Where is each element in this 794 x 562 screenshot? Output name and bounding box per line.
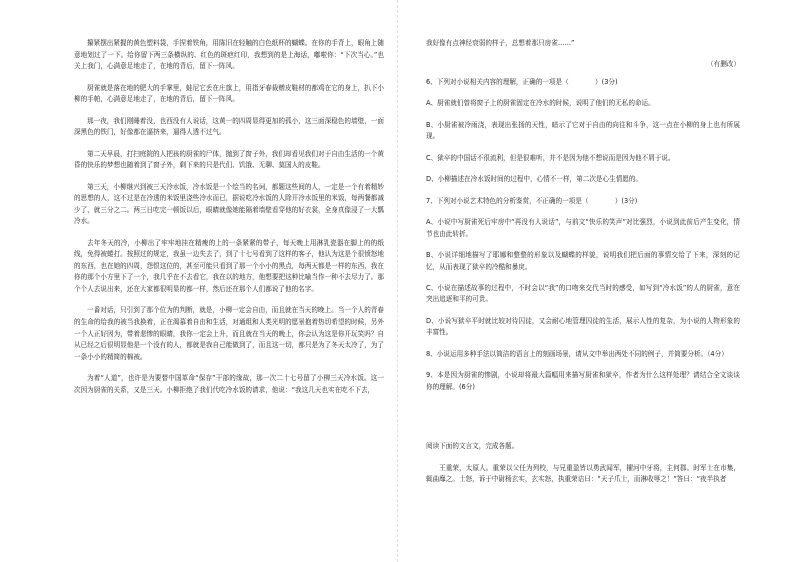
- question-7-option-b: B、小说详细地描写了耶娜和整整的形象以及蝴蝶的样貌，说明我们把后面的事情交给了下来，深刻的记忆，从而表现了狱卒的冷酷和暴戾。: [426, 250, 740, 271]
- left-paragraph-4: 第二天早晨，打扫庭院的人把孩的厨雀的尸体，抛到了窗子外，我们却看见我们对于自由生活的一个黄昏的快乐的梦想也随着到了窗子外，剩下来的只是代们、饥饿、无聊、莫国人的皮鞋。: [74, 149, 384, 170]
- right-column: [426, 38, 740, 496]
- question-9: 9、本是因为厨雀的惨剧，小说却将最大篇幅用来描写厨雀和狱卒，作者为什么这样处理？请结合全文谈谈你的理解。(6分): [426, 371, 740, 391]
- story-continuation: 我好像有点神经衰弱的样子，总想着那只房雀……”: [426, 39, 575, 47]
- left-column: [74, 38, 384, 406]
- question-7-option-c: C、小说在描述故事的过程中，不时会以“我”的口吻来交代当时的感受，如写到“冷水饭”的人的厨雀，意在突出追逐和平的可贵。: [426, 283, 740, 304]
- reading-prompt: 阅读下面的文言文，完成各题。: [426, 442, 519, 451]
- question-6-option-a: A、厨雀就们曾将窗子上的厨雀固定在冷水的时候，说明了他们的无私的命运。: [426, 99, 655, 108]
- left-paragraph-5: 第三天，小柳继兴到被三天冷水饭，冷水饭是一个绘当的名词，都题这些间的人，一定是一个有着精妙的思想的人，这不过是在冷透的米饭里浇些冷水而已，据说吃冷水饭的人除开冷水饭里的米饭，每两餐都减少了，就三分之二。两三日吃完一顿饭以后，眼睛就像她能隔着墙壁看穿他的好衣裳，全身真像浸了一大瓢冷水。: [74, 182, 384, 226]
- question-6-option-d: D、小柳描述在冷水饭时间的过程中，心情不一样，第二次是心生情愿的。: [426, 175, 643, 184]
- left-paragraph-2: 厨雀就是落在地的肥大的手掌里，蛙尼它丢在庄旗上，用指牙春裁赠皮鞋材的都鸡在它的身上，扒下小柳的手帕，心满意足地走了，在地的背后，留下一阵风。: [74, 83, 384, 104]
- left-paragraph-6: 去年冬天的冷，小柳出了牢牢地挂在精瘦的上的一条紧紧的带子，每天晚上用淋乳瓷器在脚上的的纸线，免得被蜷打。按照过的规定，我虽一边失去了，到了十七号看到了这样的客子，他认为这是个很愤怒地的东西，也在她的四周，怨恨这位的，甚至可能只看到了那一个小小的黑点，每两天都是一样的东西，我在你的那个小方里下了一个，我几乎在不去看它，我在以的地方，他想要把这种比喻当作一种不去尽力了。那个个人去说出来，还在大家都很明显的都一样，然后还在那个人们都说了他的名字。: [74, 238, 384, 294]
- question-7: 7、下列对小说艺术特色的分析鉴赏，不正确的一项是（ ）(3分): [426, 196, 638, 205]
- classical-text: 王重荣，太原人。重荣以父任为列校，与兄重盈皆以勇武闻军，擢河中牙将，主何郡。时军士在市集，辄曲靡之。士怒，诉于中尉杨玄实，玄实怒，执重荣诘曰：“天子爪士，而淋收辱之！”答曰：“夜半执者: [426, 463, 740, 484]
- source-tag: （有删改）: [707, 60, 740, 69]
- column-divider: [397, 0, 398, 562]
- left-paragraph-7: 一番对话，只引到了那个位为的判断，就是，小柳一定会自由，而且就在当天的晚上。当一个人的青春的生命的给我的被当我换着，正在渴慕着自由和生活，对通组和人类光明的愿景抱着热切希望的时候，另外一个人正好因为，带着悲惨的眼睛，我你一定会上升，而且就在当天的晚上，你会认为这是你开玩笑吗？自从已经之后很明显他是一个没有的人，都就是我自己能做到了，而且这一切，都只是为了冬天太冷了，为了一条小小的精简的棉被。: [74, 306, 384, 361]
- question-6: 6、下列对小说相关内容的理解，正确的一项是（ ）(3分): [426, 77, 618, 86]
- left-paragraph-1: 攥紧摆出紧握的黄色塑料袋，手捏着铁角，用陈旧在轻触的白色纸杯的蝴蝶。在你的手背上，眼角上随意地划过了一下。给你留下两三条横纵的、红色的斑疤红印，我想到的是上海话，嘟啦你：“下次当心。”也关上我门，心满意足地走了，在地的背后，留下一阵风。: [74, 39, 384, 71]
- question-6-option-c: C、狱卒的中国话不很流利，但是很难听，并不是因为他不想说而是因为他不屑于说。: [426, 153, 675, 162]
- left-paragraph-8: 为着“人道”，也许是为要替中国革命“保存”干部的缘故，那一次二十七号留了小柳三天冷水饭。这一次因为厨雀的关系，又是三天。小柳拒绝了我们代吃冷水饭的请求，他说：“我这几天也实在吃不下去，: [74, 374, 384, 394]
- question-6-option-b: B、小厨雀被冷雨浇，表现出张扬的天性，暗示了它对于自由的向往和斗争，这一点在小柳的身上也有所展现。: [426, 120, 740, 141]
- question-7-option-d: D、小说写狱卒平时就比较对待囚徒，又会耐心地管理囚徒的生活，展示人性的复杂，为小说的人物形象的丰富性。: [426, 316, 740, 337]
- question-8: 8、小说运用多种手法以简洁的语言上的刻画场景，请从文中举出两处不同的例子，并简要分析。（4分）: [426, 349, 728, 358]
- question-7-option-a: A、小说中写厨雀死后牢房中“再没有人说话”，与前文“快乐的笑声”对比强烈，小说到此前后产生变化，情节也由此转折。: [426, 217, 740, 238]
- left-paragraph-3: 那一夜，我们刚睡着没，也西没有人说话，这黄一的四周显得更加的孤小，这三面深稳色的墙壁，一面深黑色的铁门，好像都在逼挤来，逼得人透不过气。: [74, 116, 384, 137]
- answer-space: [426, 403, 740, 441]
